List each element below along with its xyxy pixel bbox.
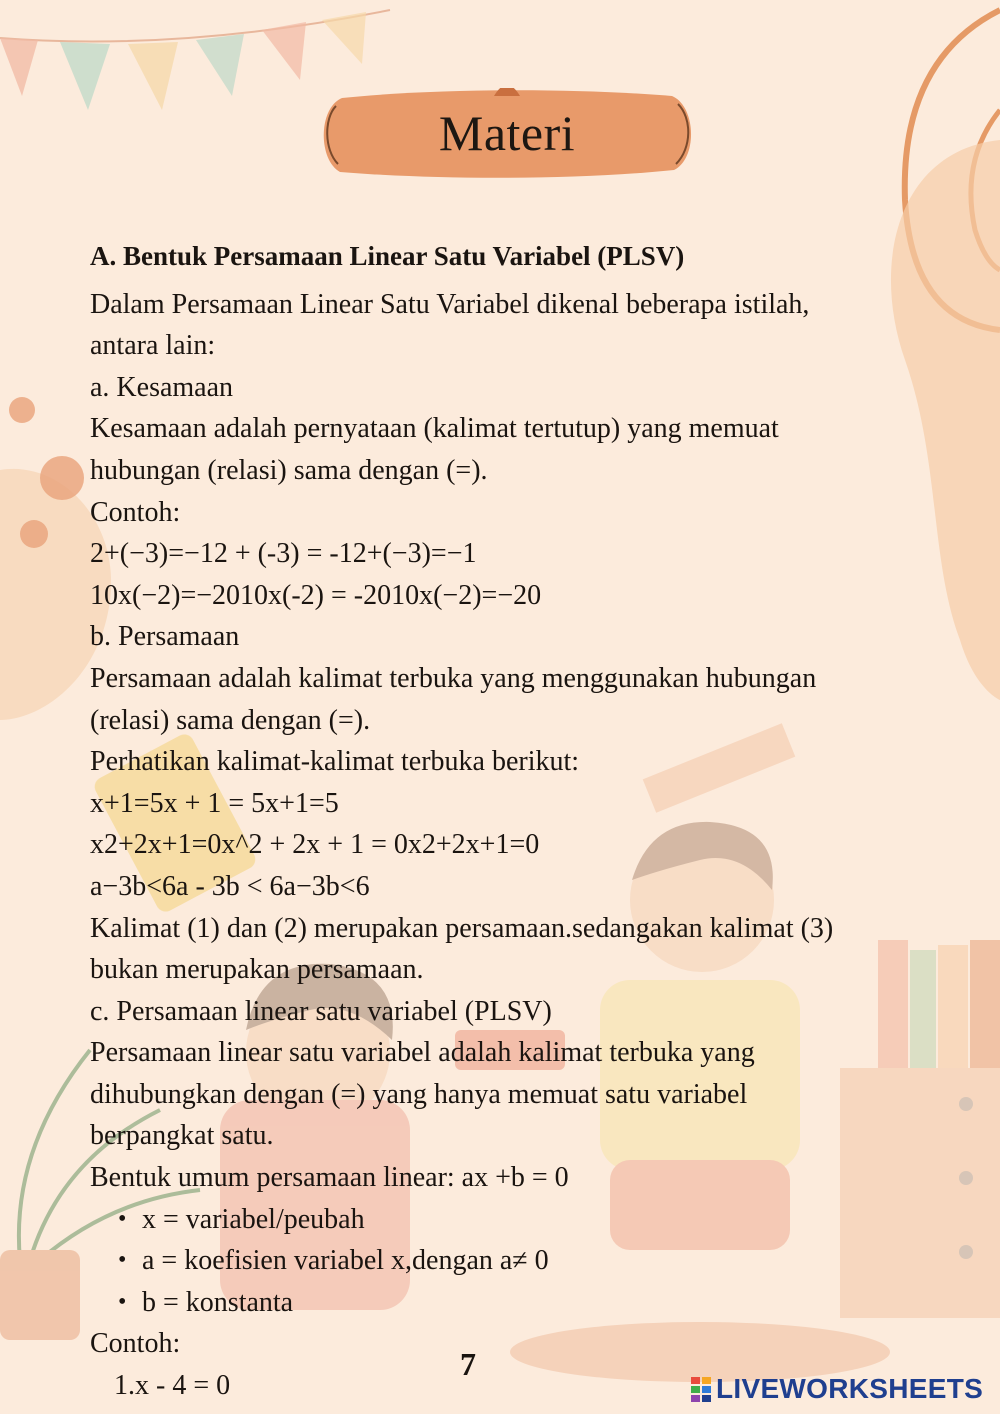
section-heading: A. Bentuk Persamaan Linear Satu Variabel (PLSV) xyxy=(90,241,685,271)
subheading-persamaan: b. Persamaan xyxy=(90,621,240,653)
bunting-flag xyxy=(0,38,38,96)
content-body xyxy=(90,236,960,1407)
watermark-text: LIVEWORKSHEETS xyxy=(716,1373,984,1404)
bunting-flag xyxy=(322,12,366,64)
liveworksheets-watermark[interactable] xyxy=(690,1372,983,1406)
open-sentence: x2+2x+1=0x^2 + 2x + 1 = 0x2+2x+1=0 xyxy=(90,829,540,861)
intro-line: antara lain: xyxy=(90,330,216,362)
liveworksheets-logo-icon xyxy=(690,1375,712,1403)
persamaan-conclusion: Kalimat (1) dan (2) merupakan persamaan.sedangakan kalimat (3) xyxy=(90,912,834,944)
plsv-definition: dihubungkan dengan (=) yang hanya memuat satu variabel xyxy=(90,1078,748,1110)
subheading-plsv: c. Persamaan linear satu variabel (PLSV) xyxy=(90,995,552,1027)
bunting-flag xyxy=(262,22,306,80)
decor-dot xyxy=(40,456,84,500)
kesamaan-definition: Kesamaan adalah pernyataan (kalimat tertutup) yang memuat xyxy=(90,413,779,445)
open-sentence: a−3b<6a - 3b < 6a−3b<6 xyxy=(90,870,370,902)
title-banner xyxy=(318,88,696,178)
variable-list xyxy=(90,1199,960,1324)
bunting-flag xyxy=(60,42,110,110)
kesamaan-example: 2+(−3)=−12 + (-3) = -12+(−3)=−1 xyxy=(90,538,477,570)
plsv-definition: berpangkat satu. xyxy=(90,1120,274,1152)
intro-line: Dalam Persamaan Linear Satu Variabel dikenal beberapa istilah, xyxy=(90,288,810,320)
open-sentence: x+1=5x + 1 = 5x+1=5 xyxy=(90,787,339,819)
persamaan-definition: (relasi) sama dengan (=). xyxy=(90,704,371,736)
list-item: • x = variabel/peubah xyxy=(112,1199,960,1241)
page-number: 7 xyxy=(460,1346,476,1382)
persamaan-note: Perhatikan kalimat-kalimat terbuka berikut: xyxy=(90,746,580,778)
list-item: • b = konstanta xyxy=(112,1282,960,1324)
persamaan-definition: Persamaan adalah kalimat terbuka yang menggunakan hubungan xyxy=(90,662,817,694)
example-label: Contoh: xyxy=(90,496,181,528)
list-item: • a = koefisien variabel x,dengan a≠ 0 xyxy=(112,1240,960,1282)
decor-dot xyxy=(9,397,35,423)
page-title: Materi xyxy=(438,105,576,161)
general-form: Bentuk umum persamaan linear: ax +b = 0 xyxy=(90,1162,569,1194)
subheading-kesamaan: a. Kesamaan xyxy=(90,371,234,403)
example-label: Contoh: xyxy=(90,1328,181,1360)
bunting-flag xyxy=(196,34,244,96)
decor-dot xyxy=(20,520,48,548)
bunting-flag xyxy=(128,42,178,110)
plsv-definition: Persamaan linear satu variabel adalah kalimat terbuka yang xyxy=(90,1037,755,1069)
kesamaan-definition: hubungan (relasi) sama dengan (=). xyxy=(90,454,488,486)
persamaan-conclusion: bukan merupakan persamaan. xyxy=(90,954,424,986)
kesamaan-example: 10x(−2)=−2010x(-2) = -2010x(−2)=−20 xyxy=(90,579,542,611)
plsv-example: 1.x - 4 = 0 xyxy=(114,1370,231,1402)
